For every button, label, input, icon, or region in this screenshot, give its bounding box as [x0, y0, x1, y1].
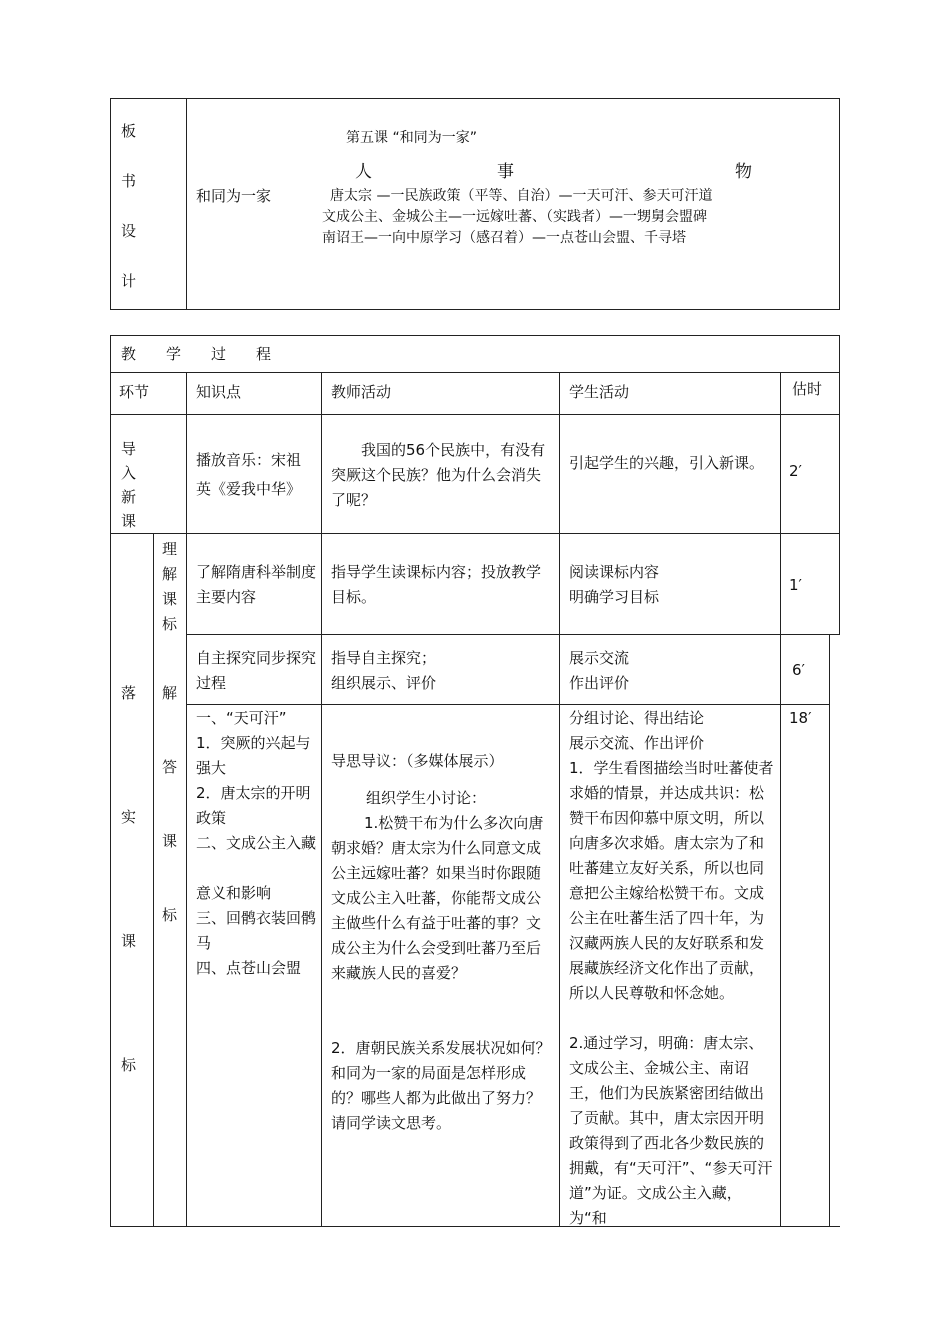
column-people: 人 — [355, 162, 372, 182]
solve-student-line: 分组讨论、得出结论 — [569, 709, 705, 727]
understand-sub-char: 标 — [162, 615, 178, 633]
solve-teacher-question-2: 2．唐朝民族关系发展状况如何？和同为一家的局面是怎样形成的？哪些人都为此做出了努力？请同学读文思考。 — [331, 1039, 551, 1132]
solve-row1-teacher-line: 指导自主探究； — [331, 649, 437, 667]
understand-teacher: 指导学生读课标内容；投放教学目标。 — [331, 563, 542, 606]
header-time: 估时 — [792, 380, 823, 398]
solve-student-answer-2: 2.通过学习，明确：唐太宗、文成公主、金城公主、南诏王，他们为民族紧密团结做出了贡献。其中，唐太宗因开明政策得到了西北各少数民族的拥戴，有“天可汗”、“参天可汗道”为证。文成公主入藏，为“和 — [569, 1034, 773, 1227]
luoshi-section-char: 标 — [121, 1056, 137, 1074]
header-knowledge: 知识点 — [196, 383, 242, 401]
luoshi-section-char: 课 — [121, 932, 137, 950]
intro-knowledge: 播放音乐：宋祖英《爱我中华》 — [196, 451, 302, 498]
column-events: 事 — [497, 162, 514, 182]
header-section: 环节 — [119, 383, 150, 401]
understand-student-line: 明确学习目标 — [569, 588, 660, 606]
solve-knowledge-line: 意义和影响 — [196, 884, 272, 902]
understand-student-line: 阅读课标内容 — [569, 563, 660, 581]
understand-knowledge: 了解隋唐科举制度主要内容 — [196, 563, 317, 606]
board-row: 唐太宗 —一民族政策（平等、自治）—一天可汗、参天可汗道 — [330, 188, 713, 204]
board-label-char: 板 — [121, 122, 137, 140]
solve-row1-student-line: 作出评价 — [569, 674, 630, 692]
header-teacher: 教师活动 — [331, 383, 392, 401]
solve-student-line: 展示交流、作出评价 — [569, 734, 705, 752]
board-label-char: 计 — [121, 272, 137, 290]
luoshi-section-char: 实 — [121, 808, 137, 826]
board-row: 南诏王—一向中原学习（感召着）—一点苍山会盟、千寻塔 — [322, 230, 686, 246]
solve-sub-char: 答 — [162, 758, 178, 776]
solve-sub-char: 标 — [162, 906, 178, 924]
board-topic: 和同为一家 — [196, 187, 272, 205]
board-row: 文成公主、金城公主—一远嫁吐蕃、（实践者）—一甥舅会盟碑 — [322, 209, 707, 225]
board-label-char: 设 — [121, 222, 137, 240]
solve-row1-student-line: 展示交流 — [569, 649, 630, 667]
solve-knowledge-line: 四、点苍山会盟 — [196, 959, 302, 977]
solve-sub-char: 课 — [162, 832, 178, 850]
solve-knowledge-line: 2．唐太宗的开明政策 — [196, 784, 311, 827]
intro-section-char: 入 — [121, 464, 137, 482]
solve-row1-knowledge: 自主探究同步探究过程 — [196, 649, 317, 692]
solve-row1-time: 6′ — [792, 661, 805, 679]
understand-sub-char: 理 — [162, 540, 178, 558]
solve-knowledge-line: 一、“天可汗” — [196, 709, 287, 727]
solve-teacher-heading: 导思导议：（多媒体展示） — [331, 752, 504, 770]
lesson-title: 第五课 “和同为一家” — [346, 130, 477, 146]
intro-section-char: 导 — [121, 440, 137, 458]
solve-knowledge-line: 三、回鹘衣装回鹘马 — [196, 909, 317, 952]
solve-knowledge-line: 二、文成公主入藏 — [196, 834, 317, 852]
board-label-char: 书 — [121, 172, 137, 190]
understand-sub-char: 解 — [162, 565, 178, 583]
intro-teacher: 我国的56个民族中，有没有突厥这个民族？他为什么会消失了呢？ — [331, 441, 546, 509]
solve-teacher-sub: 组织学生小讨论： — [366, 789, 487, 807]
process-title: 教 学 过 程 — [121, 345, 272, 363]
intro-section-char: 课 — [121, 512, 137, 530]
solve-knowledge-line: 1．突厥的兴起与强大 — [196, 734, 311, 777]
understand-sub-char: 课 — [162, 590, 178, 608]
intro-time: 2′ — [789, 462, 802, 480]
solve-teacher-question-1: 1.松赞干布为什么多次向唐朝求婚？唐太宗为什么同意文成公主远嫁吐蕃？如果当时你跟随文成公主入吐蕃，你能帮文成公主做些什么有益于吐蕃的事？文成公主为什么会受到吐蕃乃至后来藏族人民的喜爱？ — [331, 814, 544, 982]
luoshi-section-char: 落 — [121, 684, 137, 702]
solve-row2-time: 18′ — [789, 709, 812, 727]
solve-sub-char: 解 — [162, 684, 178, 702]
intro-section-char: 新 — [121, 488, 137, 506]
column-things: 物 — [735, 162, 752, 182]
solve-row1-teacher-line: 组织展示、评价 — [331, 674, 437, 692]
solve-student-answer-1: 1．学生看图描绘当时吐蕃使者求婚的情景，并达成共识：松赞干布因仰慕中原文明，所以向唐多次求婚。唐太宗为了和吐蕃建立友好关系，所以也同意把公主嫁给松赞干布。文成公主在吐蕃生活了四十年，为汉藏两族人民的友好联系和发展藏族经济文化作出了贡献，所以人民尊敬和怀念她。 — [569, 759, 774, 1002]
intro-student: 引起学生的兴趣，引入新课。 — [569, 454, 765, 472]
header-student: 学生活动 — [569, 383, 630, 401]
understand-time: 1′ — [789, 576, 802, 594]
